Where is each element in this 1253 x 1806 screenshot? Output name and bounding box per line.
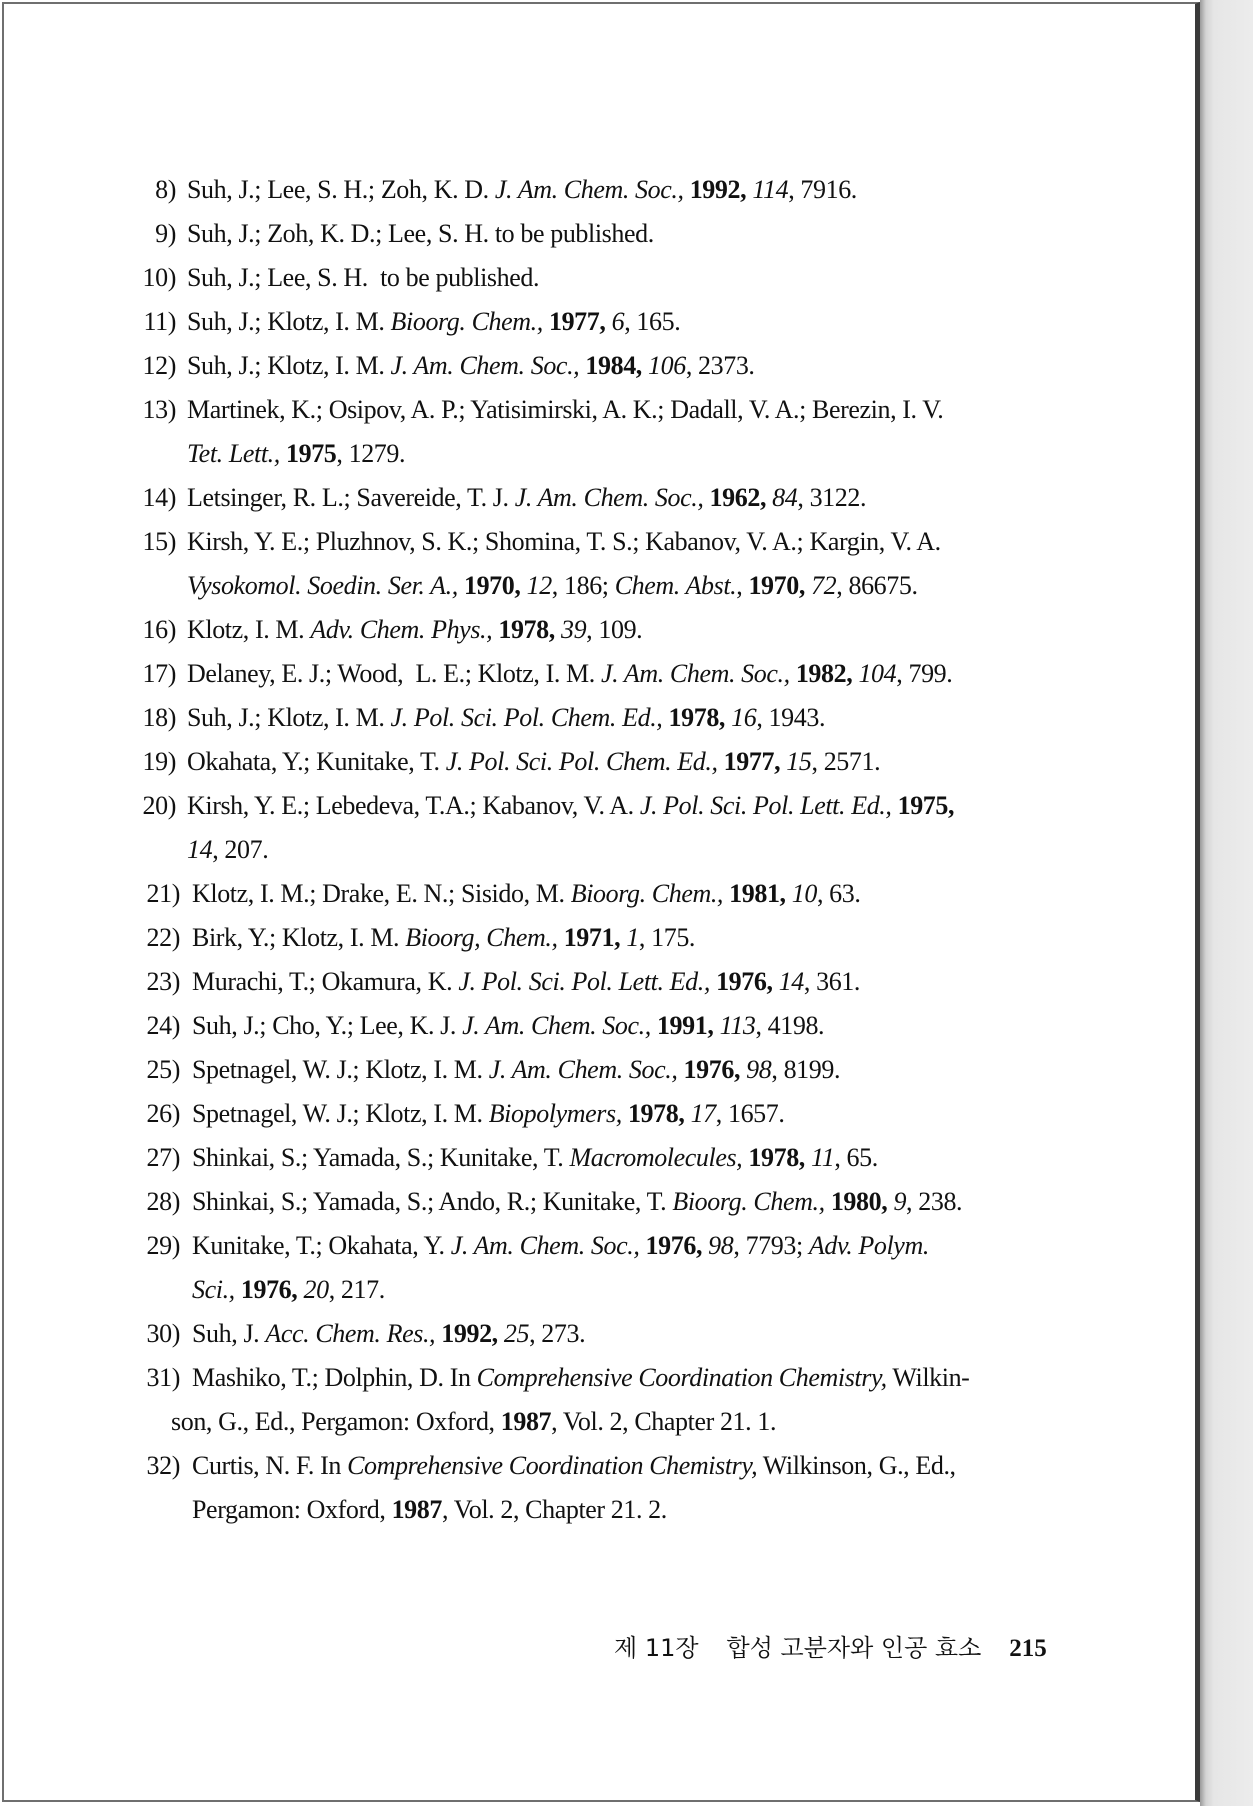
reference-9 xyxy=(4,212,1154,256)
reference-19: 19) Okahata, Y.; Kunitake, T. J. Pol. Sci. Pol. Chem. Ed., 1977, 15, 2571. xyxy=(4,740,1154,784)
reference-number: 22) xyxy=(146,923,180,952)
reference-number: 16) xyxy=(142,615,176,644)
reference-number: 28) xyxy=(146,1187,180,1216)
reference-number: 31) xyxy=(146,1363,180,1392)
reference-14: 14) Letsinger, R. L.; Savereide, T. J. J. Am. Chem. Soc., 1962, 84, 3122. xyxy=(4,476,1154,520)
chapter-label: 제 11장 xyxy=(614,1634,699,1662)
reference-30: 30) Suh, J. Acc. Chem. Res., 1992, 25, 273. xyxy=(4,1312,1154,1356)
reference-text: Suh, J.; Lee, S. H. to be published. xyxy=(187,263,540,292)
reference-17: 17) Delaney, E. J.; Wood, L. E.; Klotz, I. M. J. Am. Chem. Soc., 1982, 104, 799. xyxy=(4,652,1154,696)
reference-number: 17) xyxy=(142,659,176,688)
reference-8: 8) Suh, J.; Lee, S. H.; Zoh, K. D. J. Am. Chem. Soc., 1992, 114, 7916. xyxy=(4,168,1154,212)
reference-29: 29) Kunitake, T.; Okahata, Y. J. Am. Chem. Soc., 1976, 98, 7793; Adv. Polym. Sci., 1976, 20, 217. xyxy=(4,1224,1154,1312)
page-footer xyxy=(614,1628,1047,1663)
reference-11: 11) Suh, J.; Klotz, I. M. Bioorg. Chem., 1977, 6, 165. xyxy=(4,300,1154,344)
reference-number: 14) xyxy=(142,483,176,512)
reference-number: 18) xyxy=(142,703,176,732)
reference-10 xyxy=(4,256,1154,300)
reference-number: 11) xyxy=(143,307,176,336)
reference-number: 8) xyxy=(155,175,176,204)
reference-number: 27) xyxy=(146,1143,180,1172)
reference-number: 23) xyxy=(146,967,180,996)
reference-24: 24) Suh, J.; Cho, Y.; Lee, K. J. J. Am. Chem. Soc., 1991, 113, 4198. xyxy=(4,1004,1154,1048)
reference-18: 18) Suh, J.; Klotz, I. M. J. Pol. Sci. Pol. Chem. Ed., 1978, 16, 1943. xyxy=(4,696,1154,740)
reference-15: 15) Kirsh, Y. E.; Pluzhnov, S. K.; Shomina, T. S.; Kabanov, V. A.; Kargin, V. A. Vysokomol. Soedin. Ser. A., 1970, 12, 186; Chem. Abst., 1970, 72, 86675. xyxy=(4,520,1154,608)
reference-list xyxy=(4,168,1154,1532)
reference-22: 22) Birk, Y.; Klotz, I. M. Bioorg, Chem., 1971, 1, 175. xyxy=(4,916,1154,960)
reference-25: 25) Spetnagel, W. J.; Klotz, I. M. J. Am. Chem. Soc., 1976, 98, 8199. xyxy=(4,1048,1154,1092)
reference-21: 21) Klotz, I. M.; Drake, E. N.; Sisido, M. Bioorg. Chem., 1981, 10, 63. xyxy=(4,872,1154,916)
reference-20: 20) Kirsh, Y. E.; Lebedeva, T.A.; Kabanov, V. A. J. Pol. Sci. Pol. Lett. Ed., 1975, 14, 207. xyxy=(4,784,1154,872)
viewer-gutter xyxy=(1200,0,1253,1806)
reference-number: 9) xyxy=(155,219,176,248)
reference-text: Suh, J.; Zoh, K. D.; Lee, S. H. to be published. xyxy=(187,219,654,248)
reference-27: 27) Shinkai, S.; Yamada, S.; Kunitake, T. Macromolecules, 1978, 11, 65. xyxy=(4,1136,1154,1180)
reference-number: 32) xyxy=(146,1451,180,1480)
reference-32: 32) Curtis, N. F. In Comprehensive Coordination Chemistry, Wilkinson, G., Ed., Pergamon: Oxford, 1987, Vol. 2, Chapter 21. 2. xyxy=(4,1444,1154,1532)
reference-28: 28) Shinkai, S.; Yamada, S.; Ando, R.; Kunitake, T. Bioorg. Chem., 1980, 9, 238. xyxy=(4,1180,1154,1224)
chapter-title: 합성 고분자와 인공 효소 xyxy=(726,1634,982,1662)
reference-number: 19) xyxy=(142,747,176,776)
reference-13: 13) Martinek, K.; Osipov, A. P.; Yatisimirski, A. K.; Dadall, V. A.; Berezin, I. V. Tet. Lett., 1975, 1279. xyxy=(4,388,1154,476)
reference-12: 12) Suh, J.; Klotz, I. M. J. Am. Chem. Soc., 1984, 106, 2373. xyxy=(4,344,1154,388)
reference-31: 31) Mashiko, T.; Dolphin, D. In Comprehensive Coordination Chemistry, Wilkin- son, G., Ed., Pergamon: Oxford, 1987, Vol. 2, Chapter 21. 1. xyxy=(4,1356,1154,1444)
reference-number: 25) xyxy=(146,1055,180,1084)
reference-number: 21) xyxy=(146,879,180,908)
reference-number: 29) xyxy=(146,1231,180,1260)
reference-number: 26) xyxy=(146,1099,180,1128)
reference-26: 26) Spetnagel, W. J.; Klotz, I. M. Biopolymers, 1978, 17, 1657. xyxy=(4,1092,1154,1136)
reference-23: 23) Murachi, T.; Okamura, K. J. Pol. Sci. Pol. Lett. Ed., 1976, 14, 361. xyxy=(4,960,1154,1004)
reference-text-line1: Kirsh, Y. E.; Pluzhnov, S. K.; Shomina, T. S.; Kabanov, V. A.; Kargin, V. A. xyxy=(187,527,941,556)
reference-16: 16) Klotz, I. M. Adv. Chem. Phys., 1978, 39, 109. xyxy=(4,608,1154,652)
reference-text-line1: Martinek, K.; Osipov, A. P.; Yatisimirski, A. K.; Dadall, V. A.; Berezin, I. V. xyxy=(187,395,944,424)
reference-number: 24) xyxy=(146,1011,180,1040)
reference-number: 15) xyxy=(142,527,176,556)
reference-number: 20) xyxy=(142,791,176,820)
reference-number: 10) xyxy=(142,263,176,292)
document-page xyxy=(2,2,1200,1802)
reference-number: 12) xyxy=(142,351,176,380)
reference-number: 30) xyxy=(146,1319,180,1348)
page-number: 215 xyxy=(1009,1635,1047,1662)
reference-number: 13) xyxy=(142,395,176,424)
